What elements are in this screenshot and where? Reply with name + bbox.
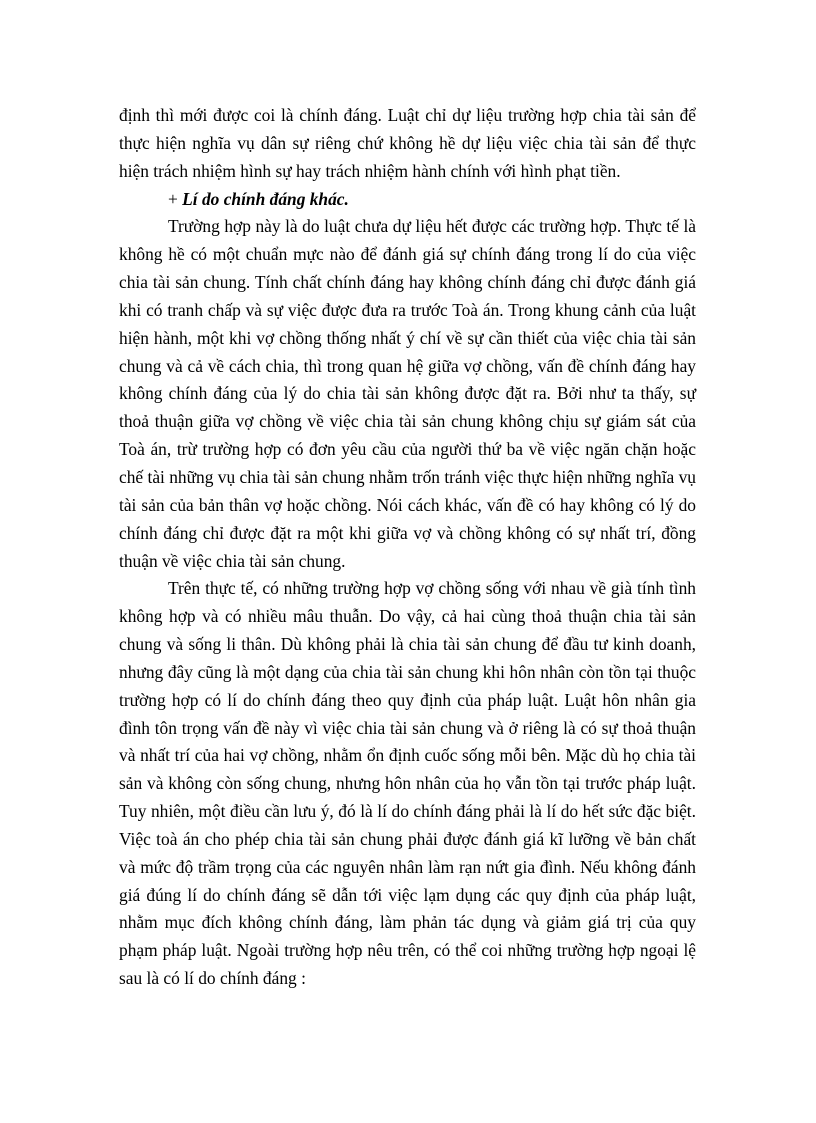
heading-bullet: + [168, 188, 178, 209]
paragraph-reasoning: Trường hợp này là do luật chưa dự liệu hết được các trường hợp. Thực tế là không hề có một chuẩn mực nào để đánh giá sự chính đáng trong lí do của việc chia tài sản chung. Tính chất chính đáng hay không chính đáng chỉ được đánh giá khi có tranh chấp và sự việc được đưa ra trước Toà án. Trong khung cảnh của luật hiện hành, một khi vợ chồng thống nhất ý chí về sự cần thiết của việc chia tài sản chung và cả về cách chia, thì trong quan hệ giữa vợ chồng, vấn đề chính đáng hay không chính đáng của lý do chia tài sản không được đặt ra. Bởi như ta thấy, sự thoả thuận giữa vợ chồng về việc chia tài sản chung không chịu sự giám sát của Toà án, trừ trường hợp có đơn yêu cầu của người thứ ba về việc ngăn chặn hoặc chế tài những vụ chia tài sản chung nhằm trốn tránh việc thực hiện những nghĩa vụ tài sản của bản thân vợ hoặc chồng. Nói cách khác, vấn đề có hay không có lý do chính đáng chỉ được đặt ra một khi giữa vợ và chồng không có sự nhất trí, đồng thuận về việc chia tài sản chung. [119, 216, 696, 571]
document-body [119, 102, 696, 993]
section-heading [119, 186, 696, 214]
heading-text: Lí do chính đáng khác. [182, 188, 349, 209]
paragraph-continuation: định thì mới được coi là chính đáng. Luật chỉ dự liệu trường hợp chia tài sản để thực hiện nghĩa vụ dân sự riêng chứ không hề dự liệu việc chia tài sản để thực hiện trách nhiệm hình sự hay trách nhiệm hành chính với hình phạt tiền. [119, 105, 696, 181]
paragraph-practice: Trên thực tế, có những trường hợp vợ chồng sống với nhau về già tính tình không hợp và có nhiều mâu thuẫn. Do vậy, cả hai cùng thoả thuận chia tài sản chung và sống li thân. Dù không phải là chia tài sản chung để đầu tư kinh doanh, nhưng đây cũng là một dạng của chia tài sản chung khi hôn nhân còn tồn tại thuộc trường hợp có lí do chính đáng theo quy định của pháp luật. Luật hôn nhân gia đình tôn trọng vấn đề này vì việc chia tài sản chung và ở riêng là có sự thoả thuận và nhất trí của hai vợ chồng, nhằm ổn định cuốc sống mỗi bên. Mặc dù họ chia tài sản và không còn sống chung, nhưng hôn nhân của họ vẫn tồn tại trước pháp luật. Tuy nhiên, một điều cần lưu ý, đó là lí do chính đáng phải là lí do hết sức đặc biệt. Việc toà án cho phép chia tài sản chung phải được đánh giá kĩ lưỡng về bản chất và mức độ trầm trọng của các nguyên nhân làm rạn nứt gia đình. Nếu không đánh giá đúng lí do chính đáng sẽ dẫn tới việc lạm dụng các quy định của pháp luật, nhằm mục đích không chính đáng, làm phản tác dụng và giảm giá trị của quy phạm pháp luật. Ngoài trường hợp nêu trên, có thể coi những trường hợp ngoại lệ sau là có lí do chính đáng : [119, 578, 696, 989]
